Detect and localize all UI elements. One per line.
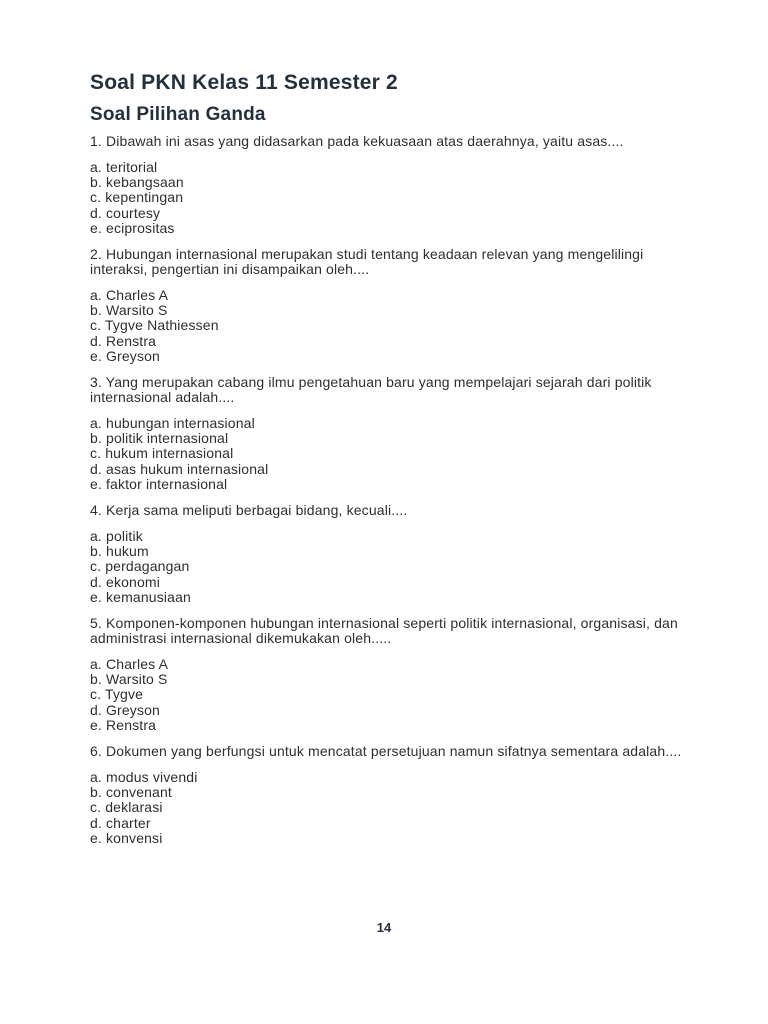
answer-option: c. kepentingan (90, 189, 184, 206)
answer-option: b. politik internasional (90, 430, 229, 447)
answer-options (90, 160, 690, 236)
answer-option: a. modus vivendi (90, 769, 198, 786)
section-title: Soal Pilihan Ganda (90, 104, 266, 125)
answer-option: c. Tygve (90, 686, 144, 703)
answer-option: a. teritorial (90, 159, 158, 175)
answer-option: a. Charles A (90, 656, 169, 673)
answer-option: b. Warsito S (90, 302, 168, 319)
question-5 (90, 616, 690, 733)
document-title: Soal PKN Kelas 11 Semester 2 (90, 71, 398, 94)
question-4 (90, 503, 690, 605)
answer-option: e. konvensi (90, 829, 163, 846)
question-text: 5. Komponen-komponen hubungan internasional seperti politik internasional, organisasi, dan administrasi internasional dikemukakan oleh..... (90, 615, 678, 647)
answer-option: a. politik (90, 528, 143, 545)
answer-option: b. convenant (90, 784, 172, 801)
answer-options (90, 529, 690, 605)
question-1 (90, 134, 690, 236)
answer-option: e. kemanusiaan (90, 588, 191, 605)
answer-option: d. courtesy (90, 204, 161, 221)
answer-option: a. hubungan internasional (90, 415, 255, 432)
document-page (90, 70, 690, 857)
answer-option: e. faktor internasional (90, 475, 228, 492)
question-text: 6. Dokumen yang berfungsi untuk mencatat persetujuan namun sifatnya sementara adalah.... (90, 743, 682, 760)
question-2 (90, 247, 690, 364)
answer-option: c. perdagangan (90, 558, 190, 575)
answer-option: e. Renstra (90, 716, 157, 733)
answer-options (90, 288, 690, 364)
answer-option: b. hukum (90, 543, 149, 560)
answer-option: a. Charles A (90, 287, 169, 304)
answer-options (90, 770, 690, 846)
answer-options (90, 657, 690, 733)
answer-option: c. Tygve Nathiessen (90, 317, 219, 334)
question-6 (90, 744, 690, 846)
question-text: 2. Hubungan internasional merupakan studi tentang keadaan relevan yang mengelilingi interaksi, pengertian ini disampaikan oleh.... (90, 246, 644, 278)
answer-option: c. hukum internasional (90, 445, 234, 462)
page-number: 14 (376, 920, 392, 935)
answer-option: d. Greyson (90, 701, 160, 718)
question-text: 3. Yang merupakan cabang ilmu pengetahuan baru yang mempelajari sejarah dari politik internasional adalah.... (90, 374, 652, 406)
answer-option: d. charter (90, 814, 151, 831)
answer-option: d. Renstra (90, 332, 157, 349)
answer-option: e. eciprositas (90, 219, 175, 236)
answer-option: d. asas hukum internasional (90, 460, 269, 477)
question-3 (90, 375, 690, 492)
answer-option: e. Greyson (90, 347, 160, 364)
question-text: 4. Kerja sama meliputi berbagai bidang, kecuali.... (90, 502, 408, 519)
answer-option: d. ekonomi (90, 573, 160, 590)
answer-option: b. Warsito S (90, 671, 168, 688)
question-text: 1. Dibawah ini asas yang didasarkan pada kekuasaan atas daerahnya, yaitu asas.... (90, 133, 624, 149)
answer-option: b. kebangsaan (90, 174, 184, 191)
answer-options (90, 416, 690, 492)
answer-option: c. deklarasi (90, 799, 163, 816)
